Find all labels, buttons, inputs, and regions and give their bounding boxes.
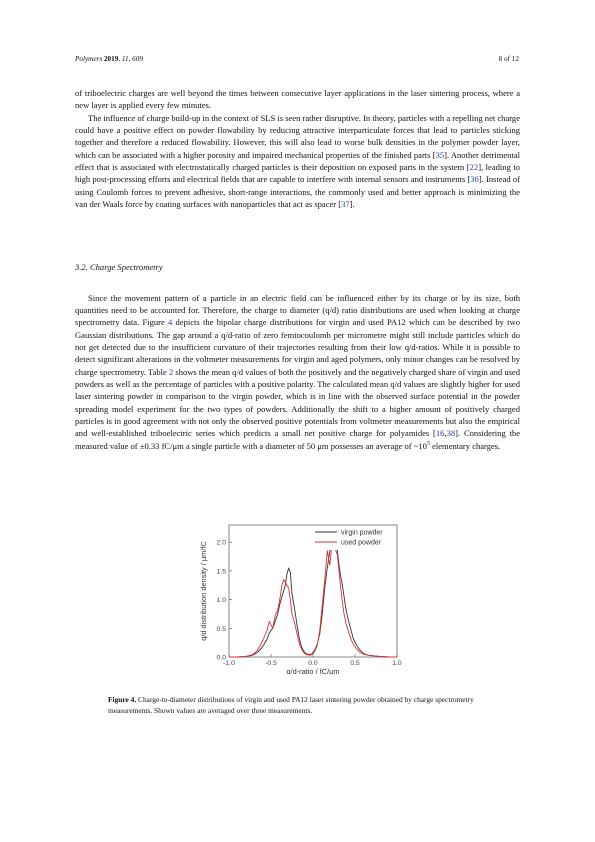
figure-link-4[interactable]: 4 <box>168 317 173 328</box>
figure-caption <box>108 695 513 716</box>
citation-link-16[interactable]: 16 <box>435 428 445 439</box>
body-text-top <box>75 87 520 210</box>
page-header <box>75 55 519 67</box>
y-tick-label: 1.5 <box>216 568 226 576</box>
para2-text-e: ]. <box>349 199 355 210</box>
x-tick-label: -0.5 <box>265 660 277 667</box>
paragraph-charge-buildup <box>75 112 520 211</box>
para2-text-d: ]. Instead of using Coulomb forces to prevent adhesive, short-range interactions, the commonly used and better approach is minimizing the van der Waals force by coating surfaces with nanoparticles that act as spacer [ <box>75 174 520 210</box>
citation-link-22[interactable]: 22 <box>469 162 479 173</box>
x-tick-label: 0.0 <box>308 660 318 667</box>
x-axis-label: q/d-ratio / fC/μm <box>286 667 340 674</box>
para3-text-d: ]. Considering the measured value of ±0.33 fC/μm a single particle with a diameter of 50 μm possesses an average of ~10 <box>75 428 520 451</box>
y-axis-label: q/d distribution density / μm/fC <box>199 541 208 641</box>
x-tick-label: -1.0 <box>223 660 235 667</box>
journal-name: Polymers <box>75 55 103 63</box>
y-tick-label: 1.0 <box>216 597 226 605</box>
paragraph-continuation: of triboelectric charges are well beyond the times between consecutive layer applications in the laser sintering process, where a new layer is applied every few minutes. <box>75 88 520 111</box>
journal-volume: , 11, 609 <box>118 55 143 63</box>
citation-link-38[interactable]: 38 <box>446 428 456 439</box>
para2-text-a: The influence of charge build-up in the context of SLS is seen rather disruptive. In theory, particles with a repelling net charge could have a positive effect on powder flowability by reducing attractive interparticulate forces that lead to particles sticking together and therefore a reduced flowability. However, this will also lead to worse bulk densities in the polymer powder layer, which can be associated with a higher porosity and impaired mechanical properties of the finished parts [ <box>75 112 520 160</box>
x-tick-label: 0.5 <box>350 660 360 667</box>
body-text-section <box>75 283 520 461</box>
charge-distribution-chart <box>197 522 405 674</box>
section-heading: 3.2. Charge Spectrometry <box>75 262 163 272</box>
citation-link-35[interactable]: 35 <box>435 149 445 160</box>
para2-text-c: ], leading to high post-processing efforts and electrical fields that are capable to interfere with internal sensors and instruments [ <box>75 162 521 185</box>
journal-citation <box>75 55 143 63</box>
page-number: 8 of 12 <box>498 55 519 63</box>
table-link-2[interactable]: 2 <box>168 366 174 377</box>
para2-text-b: ]. Another detrimental effect that is associated with electrostatically charged particles is their deposition on exposed parts in the system [ <box>75 149 520 173</box>
paragraph-charge-spectrometry <box>75 292 520 452</box>
y-tick-label: 0.5 <box>216 625 226 633</box>
para3-text-b: depicts the bipolar charge distributions for virgin and used PA12 which can be described by two Gaussian distributions. The gap around a q/d-ratio of zero femtocoulomb per micrometre might still include particles which do not get detected due to the insufficient curvature of their trajectories resulting from their low q/d-ratios. While it is possible to detect significant alterations in the voltmeter measurements for virgin and aged polymers, only minor changes can be resolved by charge spectrometry. Table <box>75 317 520 377</box>
y-tick-label: 0.0 <box>216 654 226 662</box>
citation-link-36[interactable]: 36 <box>470 174 479 185</box>
citation-separator: , <box>444 428 447 439</box>
caption-label: Figure 4. <box>108 695 137 704</box>
para3-text-e: elementary charges. <box>429 440 501 451</box>
legend-label: used powder <box>341 539 382 547</box>
figure-4 <box>197 522 405 674</box>
caption-text: Charge-to-diameter distributions of virgin and used PA12 laser sintering powder obtained by charge spectrometry measurements. Shown values are averaged over three measurements. <box>108 695 474 715</box>
journal-year: 2019 <box>103 55 119 63</box>
citation-link-37[interactable]: 37 <box>341 199 350 210</box>
legend-label: virgin powder <box>341 529 383 537</box>
x-tick-label: 1.0 <box>392 660 402 667</box>
exponent: 5 <box>426 440 430 447</box>
y-tick-label: 2.0 <box>216 539 226 547</box>
para3-text-a: Since the movement pattern of a particle in an electric field can be influenced either by its charge or by its size, both quantities need to be accounted for. Therefore, the charge to diameter (q/d) ratio distributions are used when looking at charge spectrometry data. Figure <box>75 292 520 328</box>
para3-text-c: shows the mean q/d values of both the positively and the negatively charged share of virgin and used powders as well as the percentage of particles with a positive polarity. The calculated mean q/d values are slightly higher for used laser sintering powder in comparison to the virgin powder, which is in line with the observed surface potential in the powder spreading model experiment for the two types of powders. Additionally the shift to a higher amount of positively charged particles is in good agreement with not only the observed positive potentials from voltmeter measurements but also the empirical and well-established triboelectric series which predicts a small net positive charge for polyamides [ <box>75 366 521 439</box>
